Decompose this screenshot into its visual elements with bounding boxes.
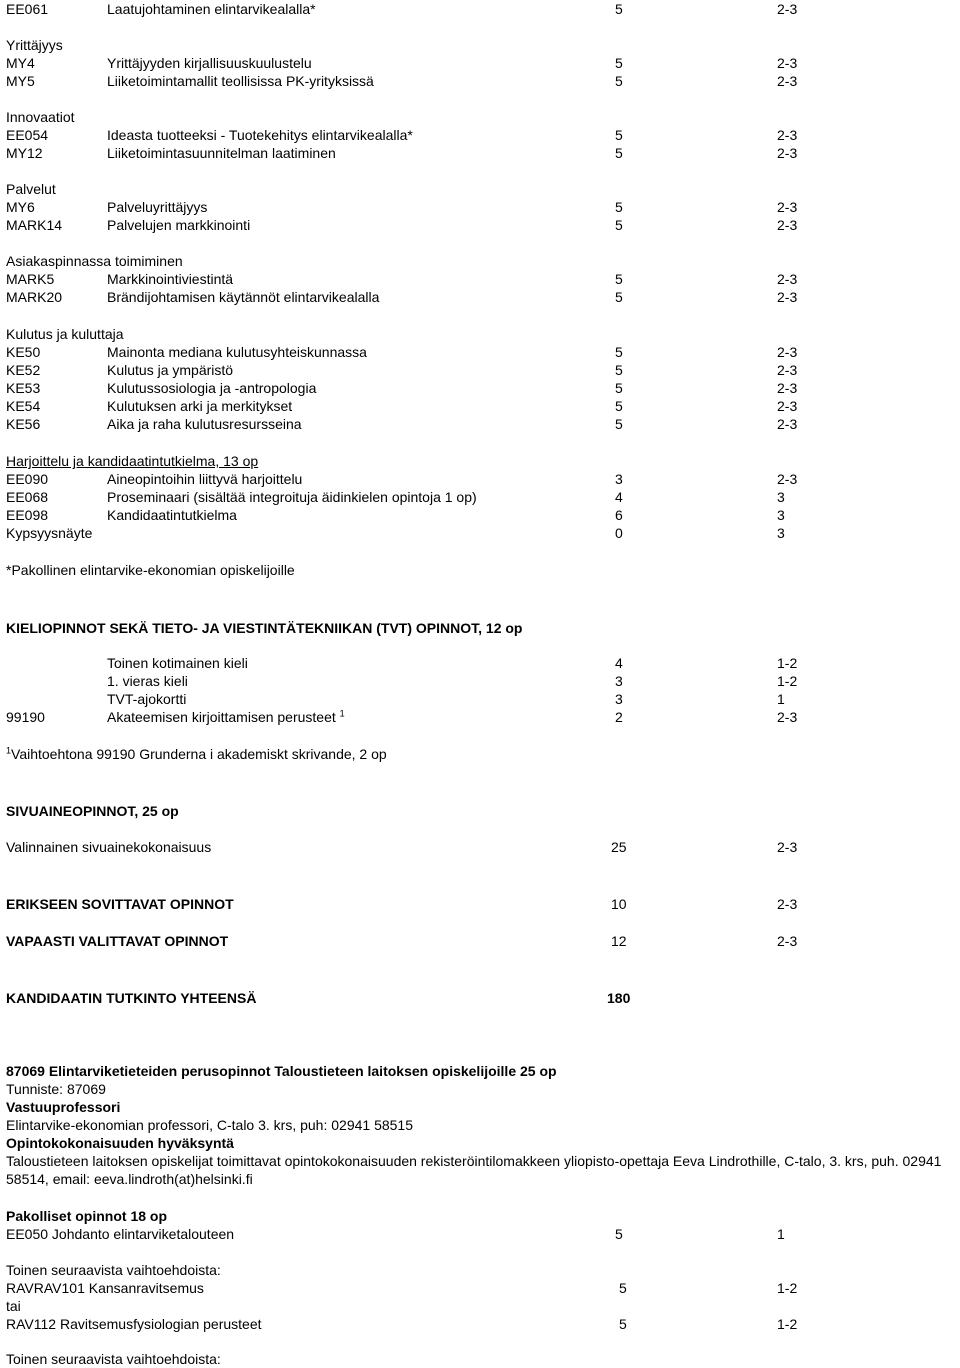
module-approval-heading: Opintokokonaisuuden hyväksyntä — [6, 1135, 234, 1151]
table-row — [0, 54, 960, 72]
course-name: Toinen kotimainen kieli — [107, 655, 248, 671]
table-row — [0, 1225, 960, 1243]
course-name: Valinnainen sivuainekokonaisuus — [6, 839, 212, 855]
course-year: 2-3 — [777, 73, 798, 89]
table-row — [0, 672, 960, 690]
course-credits: 5 — [615, 289, 623, 305]
footnote-marker: 1 — [6, 745, 12, 756]
course-year: 2-3 — [777, 199, 798, 215]
table-row — [0, 1279, 960, 1297]
course-credits: 5 — [615, 217, 623, 233]
course-code: MY6 — [6, 199, 35, 215]
course-year: 1 — [777, 691, 785, 707]
table-row — [0, 838, 960, 856]
course-name: Yrittäjyyden kirjallisuuskuulustelu — [107, 55, 312, 71]
table-row — [0, 708, 960, 726]
module-mandatory-heading: Pakolliset opinnot 18 op — [6, 1208, 168, 1224]
course-credits: 5 — [615, 362, 623, 378]
course-year: 1-2 — [777, 1316, 798, 1332]
course-name: Palvelujen markkinointi — [107, 217, 251, 233]
course-code: 99190 — [6, 709, 45, 725]
course-credits: 3 — [615, 471, 623, 487]
course-year: 1 — [777, 1226, 785, 1242]
course-name: Kulutus ja ympäristö — [107, 362, 234, 378]
course-credits: 5 — [615, 380, 623, 396]
module-approval-text: Taloustieteen laitoksen opiskelijat toimittavat opintokokonaisuuden rekisteröintilomakkeen yliopisto-opettaja Eeva Lindrothille, C-talo, 3. krs, puh. 02941 58514, email: eeva.lindroth(at)helsinki.fi — [6, 1153, 942, 1187]
table-row — [0, 654, 960, 672]
course-credits: 5 — [615, 73, 623, 89]
table-row — [0, 216, 960, 234]
table-row — [0, 415, 960, 433]
section-total: KANDIDAATIN TUTKINTO YHTEENSÄ 180 — [6, 990, 631, 1006]
module-id: Tunniste: 87069 — [6, 1081, 106, 1097]
course-code: MY5 — [6, 73, 35, 89]
course-name: Kulutuksen arki ja merkitykset — [107, 398, 293, 414]
table-row — [0, 0, 960, 18]
course-year: 1-2 — [777, 673, 798, 689]
section-separately: ERIKSEEN SOVITTAVAT OPINNOT 10 2-3 — [6, 896, 798, 912]
course-credits: 5 — [615, 199, 623, 215]
course-credits: 5 — [615, 55, 623, 71]
table-row — [0, 144, 960, 162]
total-credits: 180 — [607, 990, 631, 1006]
table-row — [0, 690, 960, 708]
group-heading: Harjoittelu ja kandidaatintutkielma, 13 op — [6, 453, 259, 469]
course-credits: 5 — [615, 145, 623, 161]
table-row — [0, 524, 960, 542]
footnote-marker: 1 — [339, 708, 345, 719]
course-code: EE090 — [6, 471, 49, 487]
course-year: 1-2 — [777, 655, 798, 671]
course-code: KE53 — [6, 380, 41, 396]
section-heading-minor: SIVUAINEOPINNOT, 25 op — [6, 803, 179, 819]
course-credits: 4 — [615, 655, 623, 671]
course-name: TVT-ajokortti — [107, 691, 187, 707]
course-year: 2-3 — [777, 709, 798, 725]
course-code: EE068 — [6, 489, 49, 505]
course-code: MARK20 — [6, 289, 63, 305]
course-credits: 4 — [615, 489, 623, 505]
table-row — [0, 506, 960, 524]
course-year: 3 — [777, 489, 785, 505]
course-year: 2-3 — [777, 217, 798, 233]
course-code: KE54 — [6, 398, 41, 414]
choice-intro: Toinen seuraavista vaihtoehdoista: — [6, 1262, 221, 1278]
course-name: Ideasta tuotteeksi - Tuotekehitys elintarvikealalla* — [107, 127, 413, 143]
course-year: 2-3 — [777, 839, 798, 855]
course-credits: 5 — [615, 344, 623, 360]
course-credits: 0 — [615, 525, 623, 541]
course-name: Liiketoimintamallit teollisissa PK-yrityksissä — [107, 73, 374, 89]
course-year: 2-3 — [777, 896, 798, 912]
course-name: RAV112 Ravitsemusfysiologian perusteet — [6, 1316, 262, 1332]
course-name: Proseminaari (sisältää integroituja äidinkielen opintoja 1 op) — [107, 489, 477, 505]
course-year: 2-3 — [777, 416, 798, 432]
course-credits: 10 — [611, 896, 627, 912]
table-row — [0, 1315, 960, 1333]
course-code: MY12 — [6, 145, 43, 161]
course-credits: 3 — [615, 673, 623, 689]
module-prof-heading: Vastuuprofessori — [6, 1099, 121, 1115]
course-code: KE50 — [6, 344, 41, 360]
course-name: Aika ja raha kulutusresursseina — [107, 416, 302, 432]
group-heading: Innovaatiot — [6, 109, 75, 125]
course-year: 2-3 — [777, 933, 798, 949]
table-row — [0, 361, 960, 379]
course-code: KE52 — [6, 362, 41, 378]
table-row — [0, 198, 960, 216]
module-title: 87069 Elintarviketieteiden perusopinnot Taloustieteen laitoksen opiskelijoille 25 op — [6, 1063, 557, 1079]
footnote-mandatory: *Pakollinen elintarvike-ekonomian opiskelijoille — [6, 562, 295, 578]
table-row — [0, 488, 960, 506]
choice-intro-2: Toinen seuraavista vaihtoehdoista: — [6, 1351, 221, 1367]
course-year: 2-3 — [777, 344, 798, 360]
course-name: 1. vieras kieli — [107, 673, 188, 689]
course-name: EE050 Johdanto elintarviketalouteen — [6, 1226, 235, 1242]
course-code: MARK14 — [6, 217, 63, 233]
course-credits: 5 — [615, 416, 623, 432]
course-year: 2-3 — [777, 398, 798, 414]
course-year: 1-2 — [777, 1280, 798, 1296]
course-year: 3 — [777, 525, 785, 541]
course-year: 2-3 — [777, 362, 798, 378]
course-code: EE054 — [6, 127, 49, 143]
course-name: RAVRAV101 Kansanravitsemus — [6, 1280, 204, 1296]
course-credits: 12 — [611, 933, 627, 949]
footnote-languages: $^1$Vaihtoehtona 99190 Grunderna i akademiskt skrivande, 2 op — [6, 745, 387, 762]
course-code: MY4 — [6, 55, 35, 71]
course-credits: 6 — [615, 507, 623, 523]
course-name: Laatujohtaminen elintarvikealalla* — [107, 1, 316, 17]
course-credits: 5 — [615, 1, 623, 17]
course-credits: 3 — [615, 691, 623, 707]
course-credits: 5 — [615, 1226, 623, 1242]
course-code: MARK5 — [6, 271, 55, 287]
course-credits: 5 — [619, 1316, 627, 1332]
course-credits: 5 — [615, 127, 623, 143]
course-name: Mainonta mediana kulutusyhteiskunnassa — [107, 344, 367, 360]
course-name: Aineopintoihin liittyvä harjoittelu — [107, 471, 303, 487]
course-year: 2-3 — [777, 145, 798, 161]
course-year: 2-3 — [777, 380, 798, 396]
course-year: 2-3 — [777, 55, 798, 71]
table-row — [0, 343, 960, 361]
course-name: Markkinointiviestintä — [107, 271, 234, 287]
table-row — [0, 470, 960, 488]
course-year: 2-3 — [777, 471, 798, 487]
course-name: Palveluyrittäjyys — [107, 199, 208, 215]
course-credits: 5 — [615, 398, 623, 414]
course-year: 3 — [777, 507, 785, 523]
group-heading: Palvelut — [6, 181, 56, 197]
course-year: 2-3 — [777, 271, 798, 287]
group-heading: Yrittäjyys — [6, 37, 63, 53]
course-code: EE061 — [6, 1, 49, 17]
table-row — [0, 397, 960, 415]
course-name: Kandidaatintutkielma — [107, 507, 237, 523]
table-row — [0, 270, 960, 288]
course-code: KE56 — [6, 416, 41, 432]
course-credits: 25 — [611, 839, 627, 855]
table-row — [0, 379, 960, 397]
course-name: Kulutussosiologia ja -antropologia — [107, 380, 317, 396]
table-row — [0, 126, 960, 144]
course-name: Brändijohtamisen käytännöt elintarvikealalla — [107, 289, 380, 305]
module-prof-text: Elintarvike-ekonomian professori, C-talo 3. krs, puh: 02941 58515 — [6, 1117, 413, 1133]
table-row — [0, 72, 960, 90]
group-heading: Asiakaspinnassa toimiminen — [6, 253, 183, 269]
course-credits: 2 — [615, 709, 623, 725]
course-name: Liiketoimintasuunnitelman laatiminen — [107, 145, 336, 161]
choice-or: tai — [6, 1298, 21, 1314]
course-year: 2-3 — [777, 289, 798, 305]
course-year: 2-3 — [777, 127, 798, 143]
course-code: EE098 — [6, 507, 49, 523]
section-free: VAPAASTI VALITTAVAT OPINNOT 12 2-3 — [6, 933, 798, 949]
course-code: Kypsyysnäyte — [6, 525, 93, 541]
course-credits: 5 — [615, 271, 623, 287]
group-heading: Kulutus ja kuluttaja — [6, 326, 124, 342]
course-credits: 5 — [619, 1280, 627, 1296]
section-heading-languages: KIELIOPINNOT SEKÄ TIETO- JA VIESTINTÄTEKNIIKAN (TVT) OPINNOT, 12 op — [6, 620, 523, 636]
course-year: 2-3 — [777, 1, 798, 17]
course-name: Akateemisen kirjoittamisen perusteet $^1$ — [107, 708, 345, 725]
table-row — [0, 288, 960, 306]
